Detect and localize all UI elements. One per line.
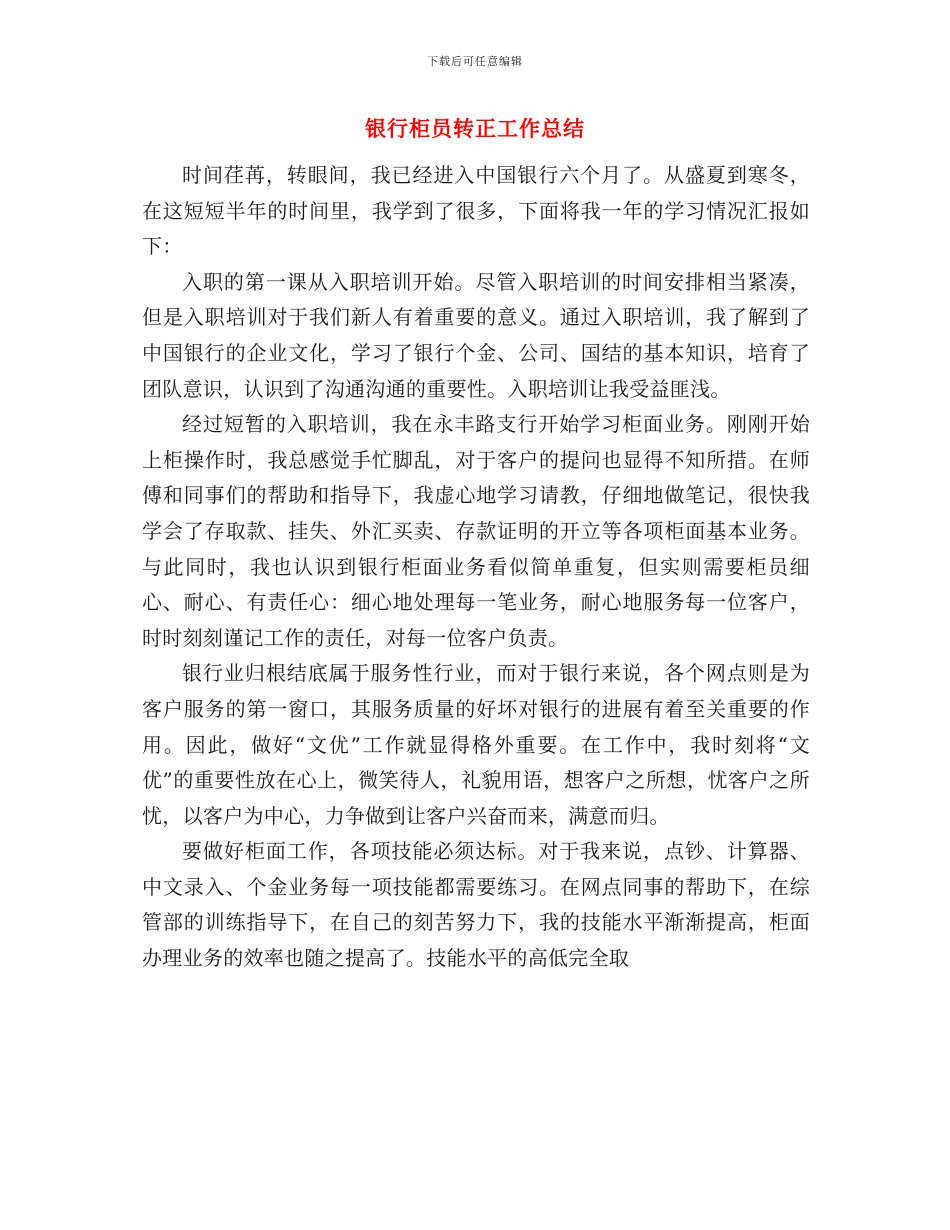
paragraph: 要做好柜面工作，各项技能必须达标。对于我来说，点钞、计算器、中文录入、个金业务每一项技能都需要练习。在网点同事的帮助下，在综管部的训练指导下，在自己的刻苦努力下，我的技能水平渐渐提高，柜面办理业务的效率也随之提高了。技能水平的高低完全取	[142, 839, 810, 971]
paragraph: 经过短暂的入职培训，我在永丰路支行开始学习柜面业务。刚刚开始上柜操作时，我总感觉手忙脚乱，对于客户的提问也显得不知所措。在师傅和同事们的帮助和指导下，我虚心地学习请教，仔细地做笔记，很快我学会了存取款、挂失、外汇买卖、存款证明的开立等各项柜面基本业务。与此同时，我也认识到银行柜面业务看似简单重复，但实则需要柜员细心、耐心、有责任心：细心地处理每一笔业务，耐心地服务每一位客户，时时刻刻谨记工作的责任，对每一位客户负责。	[142, 412, 810, 650]
paragraph: 入职的第一课从入职培训开始。尽管入职培训的时间安排相当紧凑，但是入职培训对于我们新人有着重要的意义。通过入职培训，我了解到了中国银行的企业文化，学习了银行个金、公司、国结的基本知识，培育了团队意识，认识到了沟通沟通的重要性。入职培训让我受益匪浅。	[142, 269, 810, 401]
document-title: 银行柜员转正工作总结	[365, 117, 585, 141]
document-body	[142, 158, 810, 977]
paragraph: 银行业归根结底属于服务性行业，而对于银行来说，各个网点则是为客户服务的第一窗口，其服务质量的好坏对银行的进展有着至关重要的作用。因此，做好“文优”工作就显得格外重要。在工作中，我时刻将“文优”的重要性放在心上，微笑待人，礼貌用语，想客户之所想，忧客户之所忧，以客户为中心，力争做到让客户兴奋而来，满意而归。	[142, 661, 810, 828]
header-note: 下载后可任意编辑	[427, 55, 523, 68]
paragraph: 时间荏苒，转眼间，我已经进入中国银行六个月了。从盛夏到寒冬，在这短短半年的时间里，我学到了很多，下面将我一年的学习情况汇报如下：	[142, 163, 810, 259]
